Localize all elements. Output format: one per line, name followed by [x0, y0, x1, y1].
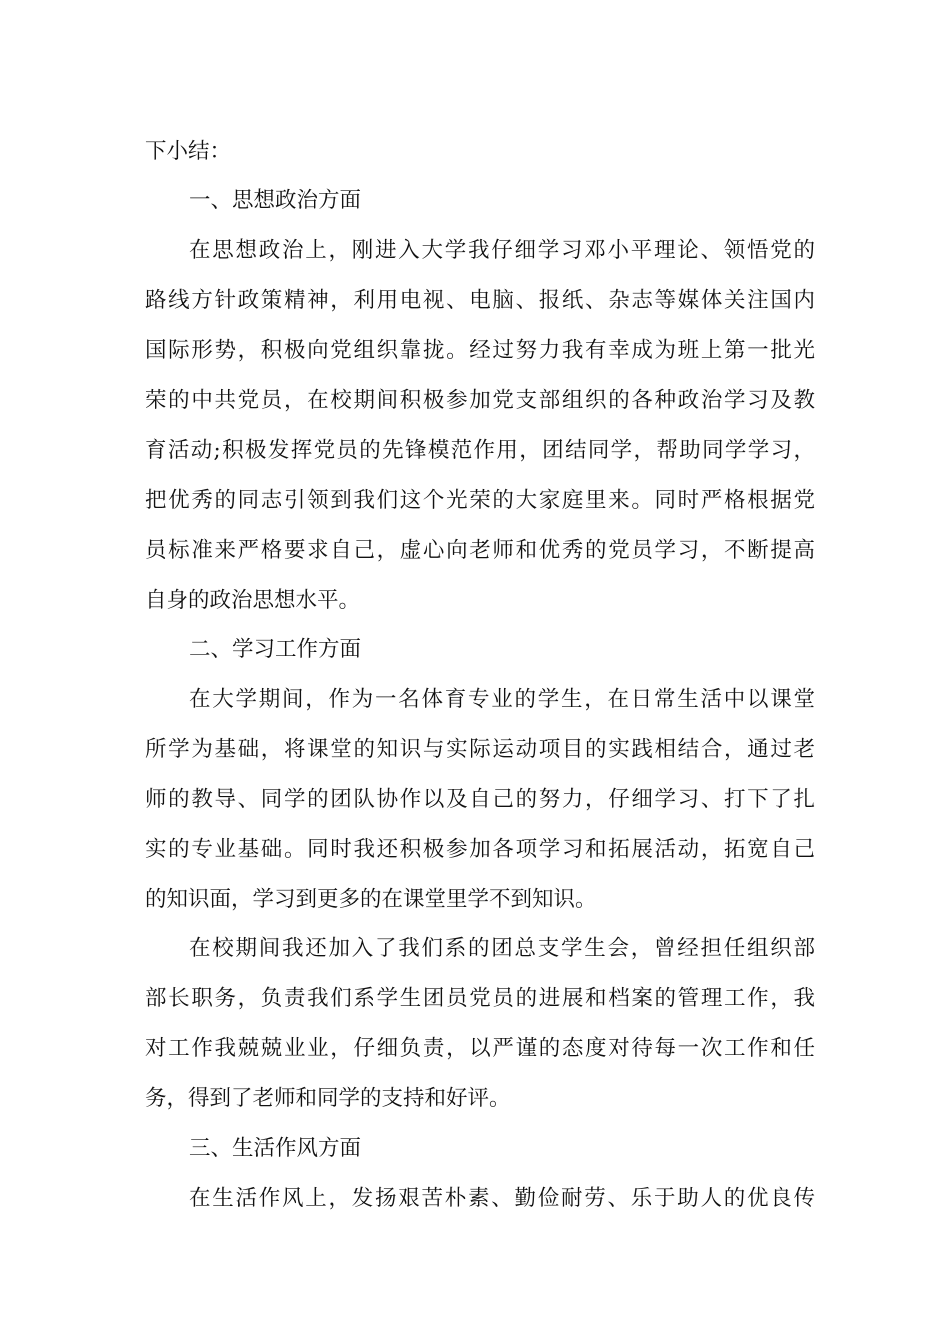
paragraph-line: 在大学期间，作为一名体育专业的学生，在日常生活中以课堂	[189, 687, 815, 712]
paragraph-line: 把优秀的同志引领到我们这个光荣的大家庭里来。同时严格根据党	[145, 488, 815, 513]
paragraph-line: 对工作我兢兢业业，仔细负责，以严谨的态度对待每一次工作和任	[145, 1036, 815, 1061]
section-heading-lifestyle: 三、生活作风方面	[189, 1136, 362, 1161]
paragraph-line: 部长职务，负责我们系学生团员党员的进展和档案的管理工作，我	[145, 986, 815, 1011]
paragraph-line: 路线方针政策精神，利用电视、电脑、报纸、杂志等媒体关注国内	[145, 288, 815, 313]
paragraph-line: 国际形势，积极向党组织靠拢。经过努力我有幸成为班上第一批光	[145, 338, 815, 363]
paragraph-line: 务，得到了老师和同学的支持和好评。	[145, 1086, 511, 1111]
paragraph-line: 荣的中共党员，在校期间积极参加党支部组织的各种政治学习及教	[145, 388, 815, 413]
paragraph-line: 育活动;积极发挥党员的先锋模范作用，团结同学，帮助同学学习，	[145, 438, 815, 463]
paragraph-line: 自身的政治思想水平。	[145, 588, 361, 613]
text-line-continuation: 下小结：	[145, 139, 232, 164]
paragraph-line: 实的专业基础。同时我还积极参加各项学习和拓展活动，拓宽自己	[145, 837, 815, 862]
paragraph-line: 在校期间我还加入了我们系的团总支学生会，曾经担任组织部	[189, 936, 815, 961]
paragraph-line: 员标准来严格要求自己，虚心向老师和优秀的党员学习，不断提高	[145, 538, 815, 563]
paragraph-line: 在思想政治上，刚进入大学我仔细学习邓小平理论、领悟党的	[189, 238, 815, 263]
paragraph-line: 的知识面，学习到更多的在课堂里学不到知识。	[145, 887, 597, 912]
paragraph-line: 师的教导、同学的团队协作以及自己的努力，仔细学习、打下了扎	[145, 787, 815, 812]
section-heading-politics: 一、思想政治方面	[189, 188, 362, 213]
paragraph-line: 所学为基础，将课堂的知识与实际运动项目的实践相结合，通过老	[145, 737, 815, 762]
section-heading-study-work: 二、学习工作方面	[189, 637, 362, 662]
paragraph-line: 在生活作风上，发扬艰苦朴素、勤俭耐劳、乐于助人的优良传	[189, 1186, 815, 1211]
